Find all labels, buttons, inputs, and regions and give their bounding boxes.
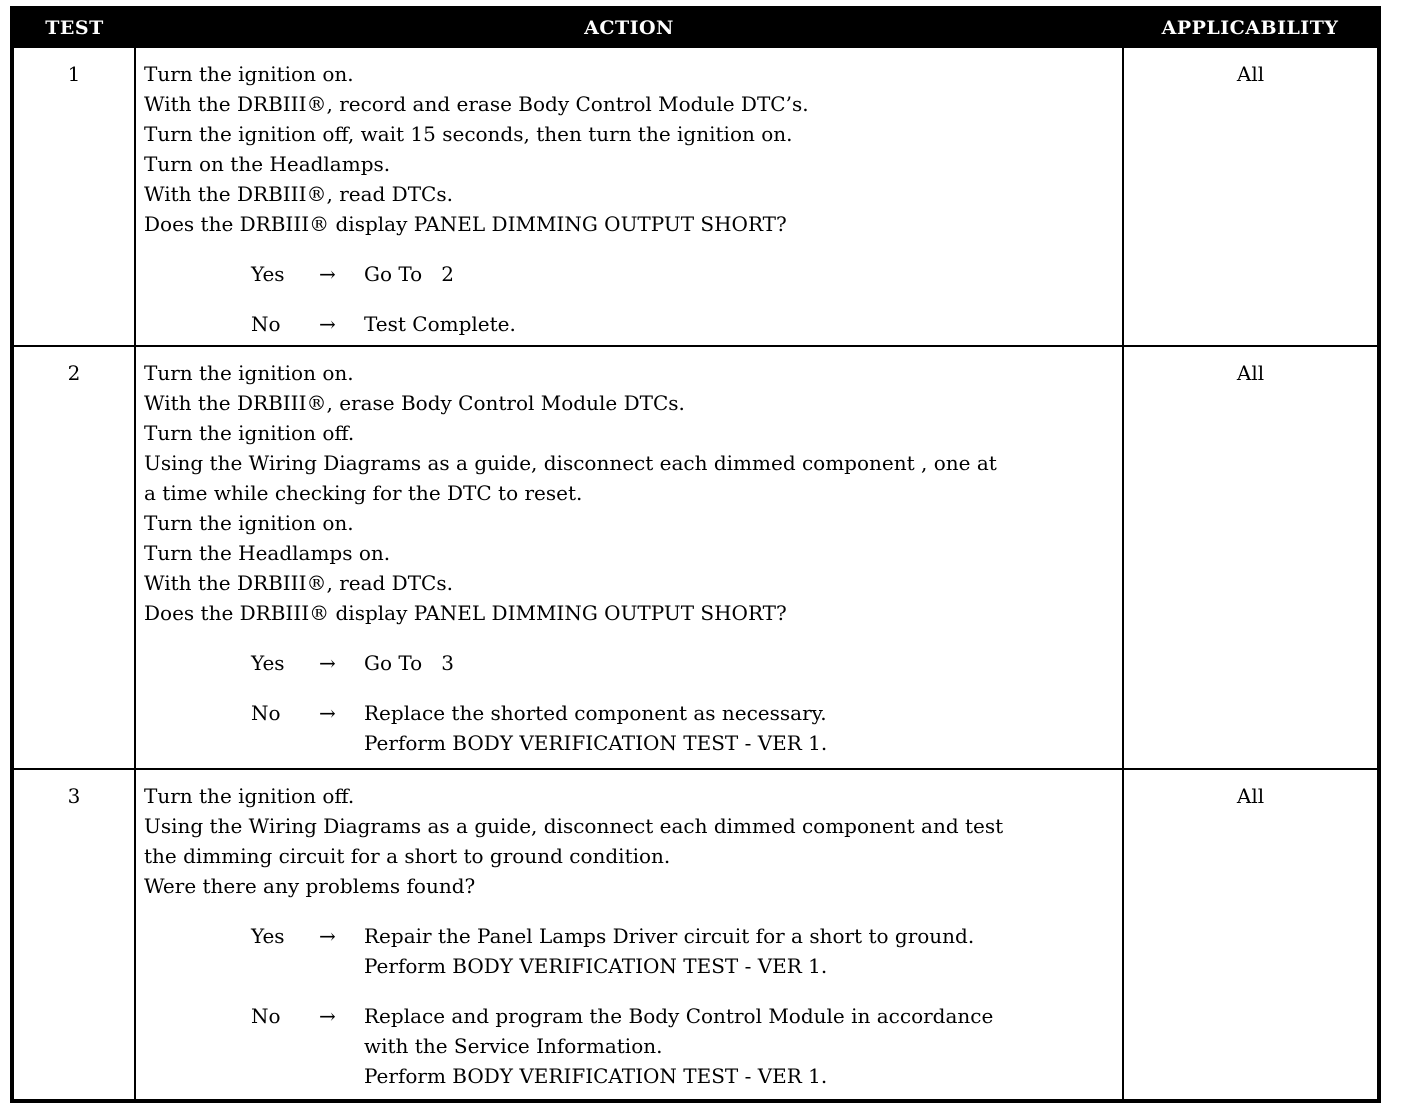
outcome-no [251, 309, 1114, 339]
outcome-line: Go To 3 [364, 651, 454, 675]
action-step: With the DRBIII®, read DTCs. [144, 182, 453, 206]
action-step: With the DRBIII®, record and erase Body Control Module DTC’s. [144, 92, 809, 116]
outcome-label: No [251, 312, 281, 336]
action-step: Turn the Headlamps on. [144, 541, 391, 565]
arrow-icon: → [319, 651, 336, 675]
diagnostic-test-table [10, 6, 1381, 1103]
table-row [12, 346, 1379, 769]
outcome-line: Repair the Panel Lamps Driver circuit for a short to ground. [364, 924, 975, 948]
outcome-result [364, 259, 1114, 289]
outcome-no [251, 698, 1114, 758]
outcome-result [364, 648, 1114, 678]
action-step: Turn the ignition on. [144, 361, 354, 385]
outcome-line: Go To 2 [364, 262, 454, 286]
applicability: All [1123, 346, 1379, 769]
action-step: Were there any problems found? [144, 874, 476, 898]
arrow-icon: → [319, 701, 336, 725]
outcome-line: Replace the shorted component as necessary. [364, 701, 827, 725]
outcome-label: Yes [251, 924, 285, 948]
test-number: 3 [12, 769, 135, 1101]
action-cell [135, 769, 1123, 1101]
applicability: All [1123, 769, 1379, 1101]
table-row [12, 769, 1379, 1101]
action-step: With the DRBIII®, read DTCs. [144, 571, 453, 595]
action-step: Does the DRBIII® display PANEL DIMMING OUTPUT SHORT? [144, 212, 787, 236]
arrow-icon: → [319, 924, 336, 948]
action-step: Turn the ignition on. [144, 511, 354, 535]
header-test: TEST [12, 8, 135, 47]
action-step: Using the Wiring Diagrams as a guide, disconnect each dimmed component and test [144, 814, 1004, 838]
outcome-label: No [251, 1004, 281, 1028]
arrow-icon: → [319, 1004, 336, 1028]
outcome-line: Perform BODY VERIFICATION TEST - VER 1. [364, 1064, 828, 1088]
header-action: ACTION [135, 8, 1123, 47]
table-header-row [12, 8, 1379, 47]
outcome-result [364, 1001, 1114, 1091]
action-step: Turn the ignition off. [144, 421, 355, 445]
action-cell [135, 47, 1123, 346]
test-number: 1 [12, 47, 135, 346]
action-step: Turn the ignition off. [144, 784, 355, 808]
arrow-icon: → [319, 262, 336, 286]
outcome-label: Yes [251, 262, 285, 286]
outcome-result [364, 309, 1114, 339]
outcome-result [364, 921, 1114, 981]
arrow-icon: → [319, 312, 336, 336]
action-step: the dimming circuit for a short to ground condition. [144, 844, 671, 868]
action-step: a time while checking for the DTC to reset. [144, 481, 583, 505]
outcome-line: Replace and program the Body Control Module in accordance [364, 1004, 994, 1028]
outcome-label: Yes [251, 651, 285, 675]
action-step: Does the DRBIII® display PANEL DIMMING OUTPUT SHORT? [144, 601, 787, 625]
outcome-line: Perform BODY VERIFICATION TEST - VER 1. [364, 731, 828, 755]
test-number: 2 [12, 346, 135, 769]
outcome-line: with the Service Information. [364, 1034, 663, 1058]
action-step: With the DRBIII®, erase Body Control Module DTCs. [144, 391, 685, 415]
action-cell [135, 346, 1123, 769]
outcome-result [364, 698, 1114, 758]
header-applicability: APPLICABILITY [1123, 8, 1379, 47]
table-row [12, 47, 1379, 346]
applicability: All [1123, 47, 1379, 346]
outcome-no [251, 1001, 1114, 1091]
outcome-yes [251, 648, 1114, 678]
outcome-yes [251, 259, 1114, 289]
action-step: Turn on the Headlamps. [144, 152, 391, 176]
action-step: Turn the ignition on. [144, 62, 354, 86]
outcome-line: Perform BODY VERIFICATION TEST - VER 1. [364, 954, 828, 978]
action-step: Using the Wiring Diagrams as a guide, disconnect each dimmed component , one at [144, 451, 997, 475]
outcome-yes [251, 921, 1114, 981]
outcome-line: Test Complete. [364, 312, 516, 336]
outcome-label: No [251, 701, 281, 725]
action-step: Turn the ignition off, wait 15 seconds, then turn the ignition on. [144, 122, 793, 146]
